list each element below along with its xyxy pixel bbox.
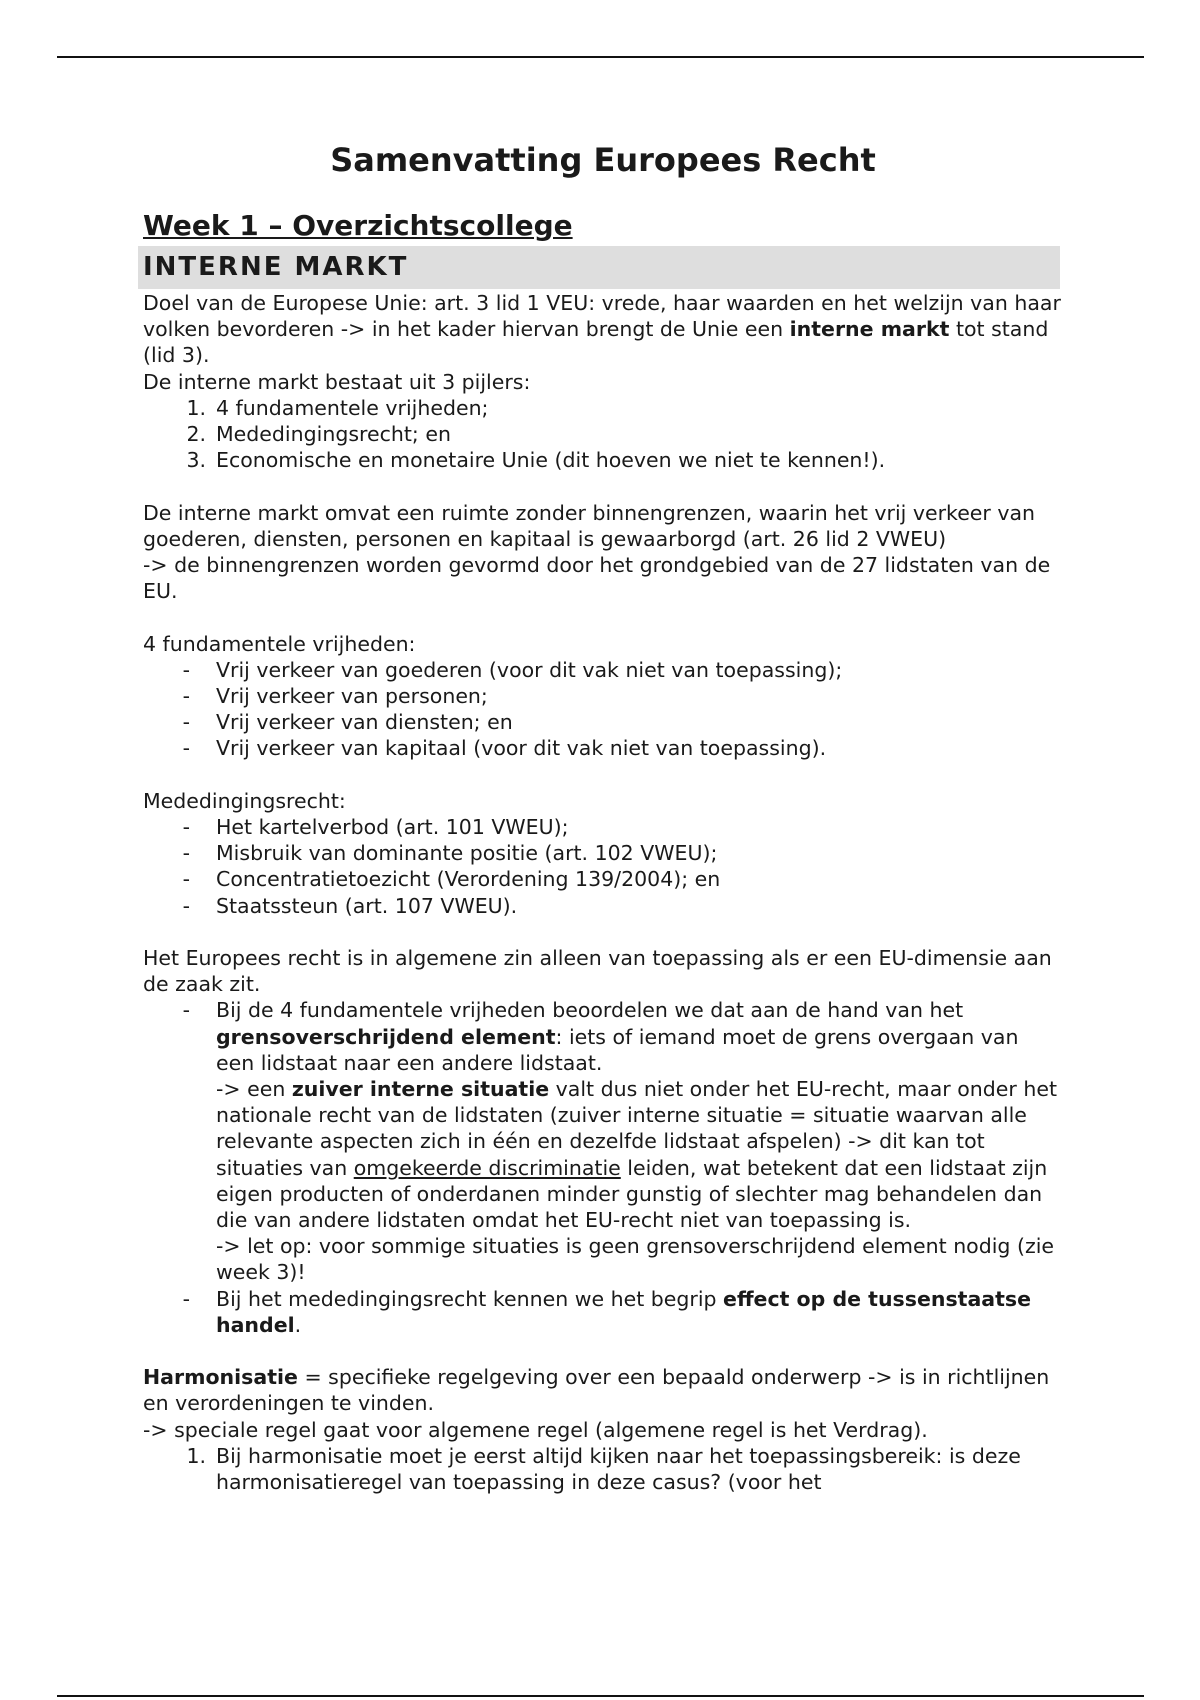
section-banner: [138, 246, 1060, 289]
dash-marker: -: [182, 736, 190, 761]
intro-text-a: Doel van de Europese Unie: art. 3 lid 1 VEU: vrede, haar waarden en het welzijn van haar volken bevorderen -> in het kader hiervan brengt de Unie een: [143, 291, 1061, 342]
list-item: - Staatssteun (art. 107 VWEU).: [143, 893, 1063, 919]
list-number: 2.: [186, 422, 206, 447]
text: Bij het mededingingsrecht kennen we het begrip: [216, 1286, 724, 1311]
harmonisation-rule: -> speciale regel gaat voor algemene regel (algemene regel is het Verdrag).: [143, 1417, 928, 1442]
dash-marker: -: [182, 684, 190, 709]
text: -> een: [216, 1077, 292, 1102]
list-item: - Concentratietoezicht (Verordening 139/2004); en: [143, 866, 1063, 892]
bold-term: effect op de tussenstaatse handel: [216, 1286, 1032, 1337]
dash-marker: -: [182, 815, 190, 840]
dash-marker: -: [182, 1286, 190, 1311]
text: leiden, wat betekent dat een lidstaat zijn eigen producten of onderdanen minder gunstig of slechter mag behandelen dan die van andere lidstaten omdat het EU-recht niet van toepassing is.: [216, 1155, 1048, 1233]
bottom-rule: [57, 1695, 1144, 1697]
list-item: 1. Bij harmonisatie moet je eerst altijd kijken naar het toepassingsbereik: is deze harmonisatieregel van toepassing in deze casus? (voor het: [143, 1443, 1063, 1495]
text: : iets of iemand moet de grens overgaan van een lidstaat naar een andere lidstaat.: [216, 1024, 1019, 1075]
list-item: 2. Mededingingsrecht; en: [143, 421, 1063, 447]
space-paragraph-2: -> de binnengrenzen worden gevormd door het grondgebied van de 27 lidstaten van de EU.: [143, 553, 1051, 604]
dash-marker: -: [182, 841, 190, 866]
underlined-term: omgekeerde discriminatie: [353, 1155, 621, 1180]
dash-marker: -: [182, 710, 190, 735]
section-banner-label: INTERNE MARKT: [143, 252, 409, 282]
list-item: [143, 997, 1063, 1285]
intro-paragraph: [143, 290, 1063, 369]
list-number: 3.: [186, 448, 206, 473]
list-item: - Misbruik van dominante positie (art. 102 VWEU);: [143, 840, 1063, 866]
top-rule: [57, 56, 1144, 58]
space-paragraph: De interne markt omvat een ruimte zonder binnengrenzen, waarin het vrij verkeer van goederen, diensten, personen en kapitaal is gewaarborgd (art. 26 lid 2 VWEU): [143, 500, 1036, 551]
bold-term: grensoverschrijdend element: [216, 1024, 556, 1049]
list-item: - Vrij verkeer van kapitaal (voor dit vak niet van toepassing).: [143, 735, 1063, 761]
week-heading: Week 1 – Overzichtscollege: [143, 209, 573, 242]
list-item: - Vrij verkeer van personen;: [143, 683, 1063, 709]
text: = specifieke regelgeving over een bepaald onderwerp -> is in richtlijnen en verordeningen te vinden.: [143, 1365, 1050, 1416]
pillars-intro: De interne markt bestaat uit 3 pijlers:: [143, 369, 531, 394]
dash-marker: -: [182, 893, 190, 918]
list-item: - Vrij verkeer van diensten; en: [143, 709, 1063, 735]
bold-term: zuiver interne situatie: [291, 1077, 550, 1102]
dash-marker: -: [182, 657, 190, 682]
intro-bold: interne markt: [789, 317, 950, 342]
dash-marker: -: [182, 998, 190, 1023]
list-item: [143, 1286, 1063, 1338]
list-item: 3. Economische en monetaire Unie (dit hoeven we niet te kennen!).: [143, 447, 1063, 473]
intro-text-b: tot stand (lid 3).: [143, 317, 1049, 368]
list-number: 1.: [186, 1443, 206, 1468]
competition-heading: Mededingingsrecht:: [143, 788, 346, 813]
text: -> let op: voor sommige situaties is geen grensoverschrijdend element nodig (zie week 3)!: [216, 1234, 1055, 1285]
list-item: - Het kartelverbod (art. 101 VWEU);: [143, 814, 1063, 840]
bold-term: Harmonisatie: [143, 1365, 298, 1390]
dash-marker: -: [182, 867, 190, 892]
document-title: Samenvatting Europees Recht: [330, 141, 876, 179]
list-number: 1.: [186, 395, 206, 420]
document-body: [143, 290, 1063, 1495]
list-item: 1. 4 fundamentele vrijheden;: [143, 395, 1063, 421]
harmonisation-paragraph: [143, 1364, 1063, 1416]
eu-dimension-paragraph: Het Europees recht is in algemene zin alleen van toepassing als er een EU-dimensie aan de zaak zit.: [143, 946, 1052, 997]
freedoms-heading: 4 fundamentele vrijheden:: [143, 631, 416, 656]
text: .: [294, 1312, 302, 1337]
list-item: - Vrij verkeer van goederen (voor dit vak niet van toepassing);: [143, 657, 1063, 683]
text: valt dus niet onder het EU-recht, maar onder het nationale recht van de lidstaten (zuiver interne situatie = situatie waarvan alle relevante aspecten zich in één en dezelfde lidstaat afspelen) -> dit kan tot situaties van: [216, 1077, 1058, 1180]
text: Bij de 4 fundamentele vrijheden beoordelen we dat aan de hand van het: [216, 998, 964, 1023]
